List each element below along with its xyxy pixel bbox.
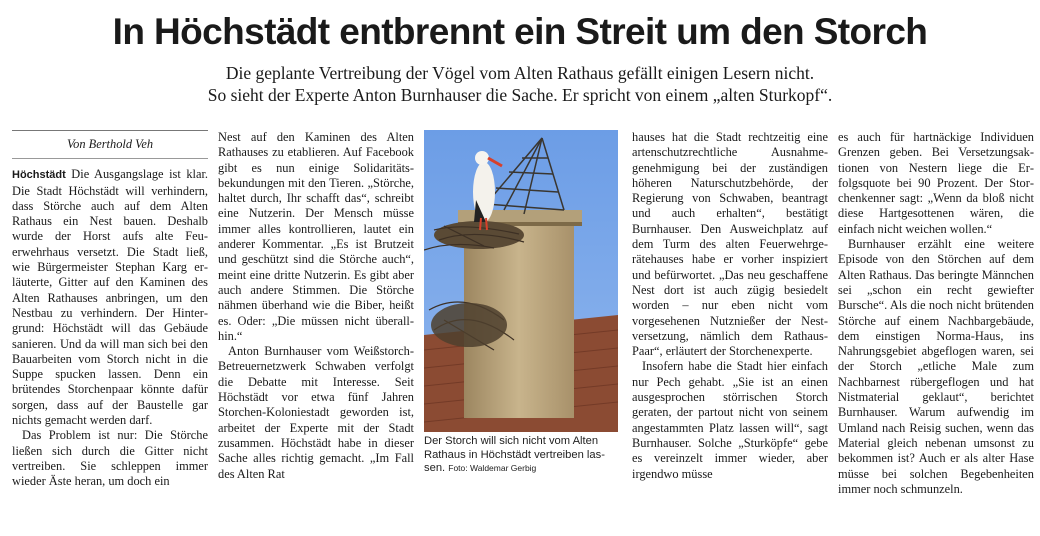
article-column-1 bbox=[12, 130, 208, 490]
paragraph: hauses hat die Stadt rechtzeitig eine artenschutzrechtliche Ausnahmegenehmigung bei der zuständigen höheren Naturschutzbehörde, der Regierung von Schwaben, beantragt und auch erhalten“, bestätigt Burnhauser. Den Ausweichplatz auf dem Turm des alten Feuerwehrgerätehauses habe er vorher inspiziert und befürwortet. „Das neu geschaffene Nest dort ist auch zügig besiedelt worden – nur eben nicht vom vorgesehenen Nutznießer der Nestversetzung, nämlich dem RathausPaar“, erläutert der Storchenexperte. bbox=[632, 130, 828, 359]
photo-credit: Foto: Waldemar Gerbig bbox=[448, 463, 537, 473]
article-column-2 bbox=[218, 130, 414, 482]
stork-photo-illustration bbox=[424, 130, 618, 432]
paragraph: Nest auf den Kaminen des Alten Rathauses zu etablieren. Auf Facebook gibt es nun einige Solidaritätsbekundungen mit den Tieren. „Störche, haltet durch, Ihr schafft das“, schreibt eine Nutzerin. Der Mensch müsse immer alles kontrollieren, lautet ein anderer Kommentar. „Es ist Brutzeit und geschützt sind die Störche auch“, meint eine dritte Nutzerin. Es gibt aber auch andere Stimmen. Die Störche nähmen überhand wie die Biber, heißt es. Oder: „Die müssen nicht überallhin.“ bbox=[218, 130, 414, 343]
paragraph: Das Problem ist nur: Die Störche ließen sich durch die Gitter nicht vertreiben. Sie schleppen immer wieder Äste heran, um doch ein bbox=[12, 428, 208, 489]
caption-text: Der Storch will sich nicht vom Alten Rathaus in Höchstädt vertreiben lassen. bbox=[424, 435, 605, 474]
paragraph: Insofern habe die Stadt hier einfach nur Pech gehabt. „Sie ist an einen ausgesprochen störrischen Storch geraten, der partout nicht von seinem angestammten Platz lassen will“, sagt Burnhauser. Solche „Sturköpfe“ gebe es vereinzelt immer wieder, aber irgendwo müsse bbox=[632, 359, 828, 481]
subheadline-line-2: So sieht der Experte Anton Burnhauser die Sache. Er spricht von einem „alten Sturkopf“. bbox=[207, 85, 833, 105]
dateline: Höchstädt bbox=[12, 169, 66, 182]
headline: In Höchstädt entbrennt ein Streit um den Storch bbox=[112, 11, 928, 52]
byline-rule-top bbox=[12, 130, 208, 131]
paragraph: es auch für hartnäckige Individuen Grenzen geben. Bei Versetzungsaktionen von Nestern liege die Erfolgsquote bei 90 Prozent. Der Storchenkenner sagt: „Wenn da bloß nicht diese Hartgesottenen wären, die einfach nicht weichen wollen.“ bbox=[838, 130, 1034, 236]
article-column-3 bbox=[632, 130, 828, 482]
subheadline bbox=[0, 62, 1040, 106]
stork-photo bbox=[424, 130, 618, 432]
subheadline-line-1: Die geplante Vertreibung der Vögel vom Alten Rathaus gefällt einigen Lesern nicht. bbox=[225, 63, 815, 83]
paragraph: Burnhauser erzählt eine weitere Episode von den Störchen auf dem Alten Rathaus. Das beringte Männchen sei „schon ein recht gewiefter Bursche“. Als die noch nicht brütenden Störche auf einem Nachbargebäude, dem einstigen Norma-Haus, ins Nahrungsgebiet abgeflogen waren, sei der Storch „etliche Male zum Nachbarnest rübergeflogen und hat Nistmaterial geklaut“, berichtet Burnhauser. Warum aufwendig im Umland nach Reisig suchen, wenn das Material gleich nebenan umsonst zu bekommen ist? Auch er als alter Hase müsse bei solchen Begebenheiten immer noch schmunzeln. bbox=[838, 237, 1034, 496]
paragraph bbox=[12, 167, 208, 428]
photo-caption bbox=[424, 435, 620, 476]
paragraph-text: Die Ausgangslage ist klar. Die Stadt Höchstädt will verhindern, dass Störche auch auf dem Alten Rathaus ein Nest bauen. Deshalb wurde der Horst aufs alte Feuerwehrhaus versetzt. Die Stadt ließ, wie Bürgermeister Stephan Karg erläuterte, Gitter auf den Kaminen des Alten Rathauses anbringen, um den Nestbau zu verhindern. Der Hintergrund: Höchstädt will das Gebäude sanieren. Und da will man sich bei den Bauarbeiten vom Storch nicht in die Suppe spucken lassen. Denn ein brütendes Storchenpaar könnte dafür sorgen, dass auf der Baustelle gar nichts gemacht werden darf. bbox=[12, 167, 208, 428]
article-column-4 bbox=[838, 130, 1034, 497]
paragraph: Anton Burnhauser vom Weißstorch-Betreuernetzwerk Schwaben verfolgt die Debatte mit Interesse. Seit Höchstädt vor etwa fünf Jahren Storchen-Koloniestadt geworden ist, arbeitet der Experte mit der Stadt zusammen. Höchstädt habe in dieser Sache alles richtig gemacht. „Im Fall des Alten Rat bbox=[218, 344, 414, 481]
byline: Von Berthold Veh bbox=[66, 137, 154, 151]
byline-rule-bottom bbox=[12, 158, 208, 159]
